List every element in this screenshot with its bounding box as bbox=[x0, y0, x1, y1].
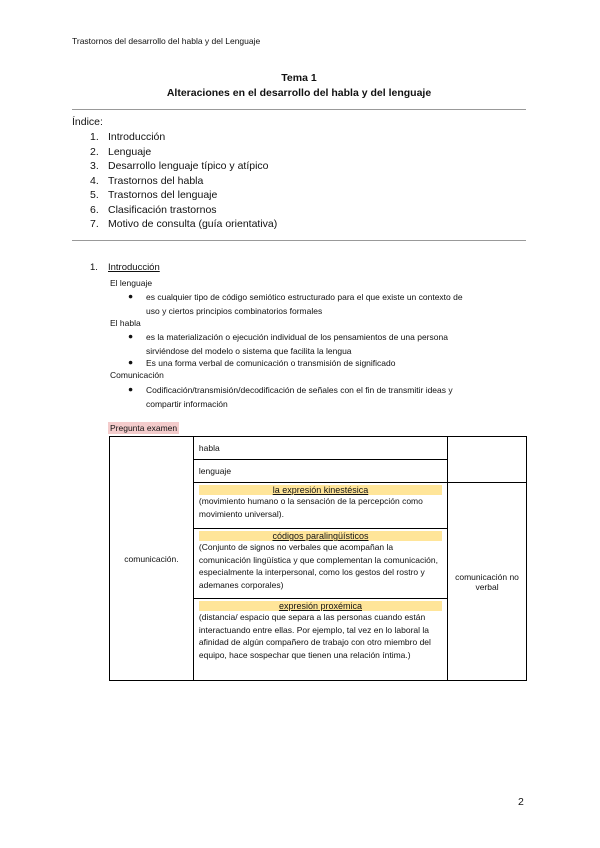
subheading-comunicacion: Comunicación bbox=[110, 370, 164, 380]
kinestesica-desc: (movimiento humano o la sensación de la percepción como movimiento universal). bbox=[198, 496, 423, 519]
index-item: 5. Trastornos del lenguaje bbox=[90, 189, 218, 201]
index-item: 4. Trastornos del habla bbox=[90, 174, 204, 187]
index-item: 1. Introducción bbox=[90, 131, 166, 143]
bullet-text: Codificación/transmisión/decodificación de señales con el fin de transmitir ideas y compartir información bbox=[146, 385, 453, 409]
bullet-icon: ● bbox=[128, 384, 134, 394]
bullet-text: Es una forma verbal de comunicación o transmisión de significado bbox=[146, 358, 396, 368]
index-item: 7. Motivo de consulta (guía orientativa) bbox=[90, 218, 278, 230]
title-line-1: Tema 1 bbox=[281, 72, 317, 84]
kinestesica-title: la expresión kinestésica bbox=[199, 485, 442, 495]
index-item: 2. Lenguaje bbox=[90, 145, 152, 158]
subheading-lenguaje: El lenguaje bbox=[110, 278, 153, 288]
table-cell-habla: habla bbox=[193, 437, 447, 460]
table-cell-empty bbox=[448, 437, 527, 483]
index-label: Índice: bbox=[72, 116, 103, 128]
proxemica-title: expresión proxémica bbox=[199, 601, 442, 611]
page-number: 2 bbox=[518, 796, 524, 808]
bullet-icon: ● bbox=[128, 357, 134, 367]
bullet-text: es cualquier tipo de código semiótico estructurado para el que existe un contexto de uso y ciertos principios combinatorios formales bbox=[146, 292, 463, 316]
divider bbox=[72, 109, 526, 110]
index-item: 3. Desarrollo lenguaje típico y atípico bbox=[90, 160, 269, 172]
communication-table bbox=[109, 436, 527, 681]
table-cell-paralinguisticos bbox=[193, 529, 447, 599]
section-heading: 1. Introducción bbox=[90, 262, 160, 273]
page-title: Alteraciones en el desarrollo del habla y del lenguaje bbox=[166, 87, 432, 99]
proxemica-desc: (distancia/ espacio que separa a las personas cuando están interactuando entre ellas. Por ejemplo, tal vez en lo laboral la afinidad de algún compañero de trabajo con otro miembro del equipo, hace sospechar que tienen una relación íntima.) bbox=[198, 612, 431, 660]
table-cell-comunicacion: comunicación. bbox=[110, 437, 194, 681]
index-item: 6. Clasificación trastornos bbox=[90, 203, 217, 216]
table-cell-no-verbal: comunicación no verbal bbox=[448, 483, 527, 681]
divider bbox=[72, 240, 526, 241]
bullet-icon: ● bbox=[128, 331, 134, 341]
bullet-text: es la materialización o ejecución individual de los pensamientos de una persona sirviéndose del modelo o sistema que facilita la lengua bbox=[146, 332, 448, 356]
exam-tag: Pregunta examen bbox=[110, 423, 178, 433]
table-cell-proxemica bbox=[193, 599, 447, 681]
bullet-icon: ● bbox=[128, 291, 134, 301]
table-cell-kinestesica bbox=[193, 483, 447, 529]
subheading-habla: El habla bbox=[110, 318, 141, 328]
paralinguisticos-desc: (Conjunto de signos no verbales que acompañan la comunicación lingüística y que complementan la comunicación, especialmente la interpersonal, como los gestos del rostro y ademanes corporales) bbox=[198, 542, 438, 590]
table-cell-lenguaje: lenguaje bbox=[193, 460, 447, 483]
page-header: Trastornos del desarrollo del habla y del Lenguaje bbox=[72, 36, 261, 46]
paralinguisticos-title: códigos paralingüísticos bbox=[199, 531, 442, 541]
